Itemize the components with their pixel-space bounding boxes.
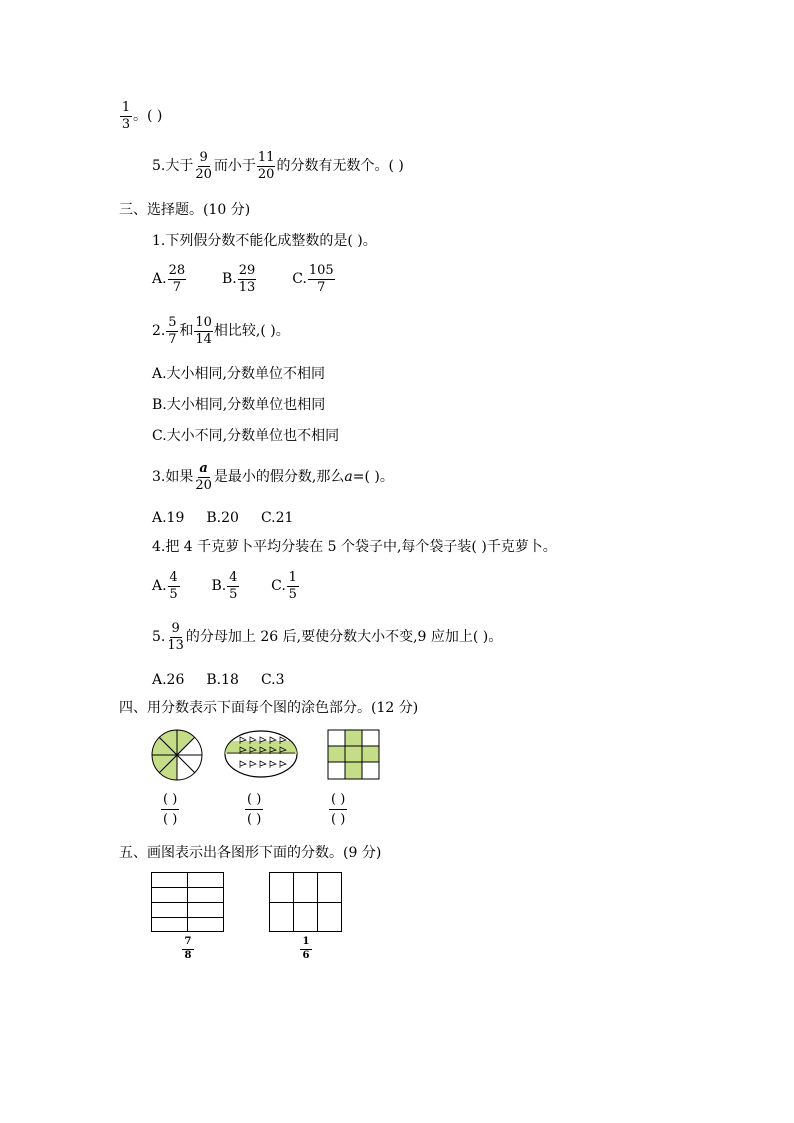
flag-ellipse-figure: [223, 729, 299, 779]
fraction: $\frac{11}{20}$: [257, 150, 275, 182]
section-3-title: 三、选择题。(10 分): [119, 202, 251, 218]
q1-stem: 1.下列假分数不能化成整数的是( )。: [152, 233, 377, 249]
q5-options: A.26 B.18 C.3: [152, 672, 285, 688]
grid-3x2-figure[interactable]: [269, 872, 342, 932]
fraction-1-6: $\frac{1}{6}$: [299, 937, 313, 961]
cross-grid-figure: [327, 729, 380, 780]
fraction: $\frac{28}{7}$: [168, 263, 186, 295]
shaded-circle-figure: [150, 728, 204, 782]
fraction: $\frac{4}{5}$: [229, 570, 238, 602]
fraction: $\frac{5}{7}$: [168, 315, 177, 347]
grid-cell: [345, 762, 362, 779]
grid-cell: [328, 746, 345, 762]
fraction: $\frac{9}{20}$: [195, 150, 212, 182]
fraction: $\frac{9}{13}$: [167, 621, 184, 653]
grid-cell: [362, 730, 379, 746]
fraction-7-8: $\frac{7}{8}$: [181, 937, 195, 961]
q2-option-c: C.大小不同,分数单位也不相同: [152, 428, 340, 444]
q5-stem: 5. $\frac{9}{13}$ 的分母加上 26 后,要使分数大小不变,9 应加上( )。: [152, 621, 503, 653]
q4-stem: 4.把 4 千克萝卜平均分装在 5 个袋子中,每个袋子装( )千克萝卜。: [152, 539, 557, 555]
item4-continuation: $\frac{1}{3}$ 。( ): [121, 100, 163, 132]
q2-stem: 2. $\frac{5}{7}$ 和 $\frac{10}{14}$ 相比较,( )。: [152, 315, 290, 347]
section-5-title: 五、画图表示出各图形下面的分数。(9 分): [119, 845, 382, 861]
grid-cell: [362, 762, 379, 779]
true-false-item-5: 5.大于 $\frac{9}{20}$ 而小于 $\frac{11}{20}$ 的分数有无数个。( ): [152, 150, 404, 182]
answer-blank-3[interactable]: ( ) ( ): [331, 792, 346, 827]
fraction: $\frac{10}{14}$: [195, 315, 212, 347]
fraction: $\frac{a}{20}$: [195, 461, 212, 493]
answer-blank-1[interactable]: ( ) ( ): [163, 792, 178, 827]
q2-option-b: B.大小相同,分数单位也相同: [152, 397, 326, 413]
q1-options: A. $\frac{28}{7}$ B. $\frac{29}{13}$ C. $\frac{105}{7}$: [152, 263, 334, 295]
q3-options: A.19 B.20 C.21: [152, 510, 294, 526]
q3-stem: 3.如果 $\frac{a}{20}$ 是最小的假分数,那么a=( )。: [152, 461, 394, 493]
grid-cell: [362, 746, 379, 762]
fraction: $\frac{105}{7}$: [308, 263, 334, 295]
grid-cell: [345, 730, 362, 746]
q4-options: A. $\frac{4}{5}$ B. $\frac{4}{5}$ C. $\frac{1}{5}$: [152, 570, 297, 602]
fraction: $\frac{4}{5}$: [169, 570, 178, 602]
grid-cell: [328, 730, 345, 746]
section-4-title: 四、用分数表示下面每个图的涂色部分。(12 分): [119, 700, 419, 716]
grid-cell: [345, 746, 362, 762]
answer-blank-2[interactable]: ( ) ( ): [247, 792, 262, 827]
fraction: $\frac{1}{3}$: [121, 100, 131, 132]
fraction: $\frac{29}{13}$: [238, 263, 256, 295]
grid-cell: [328, 762, 345, 779]
grid-2x4-figure[interactable]: [151, 872, 224, 932]
fraction: $\frac{1}{5}$: [288, 570, 297, 602]
q2-option-a: A.大小相同,分数单位不相同: [152, 366, 326, 382]
